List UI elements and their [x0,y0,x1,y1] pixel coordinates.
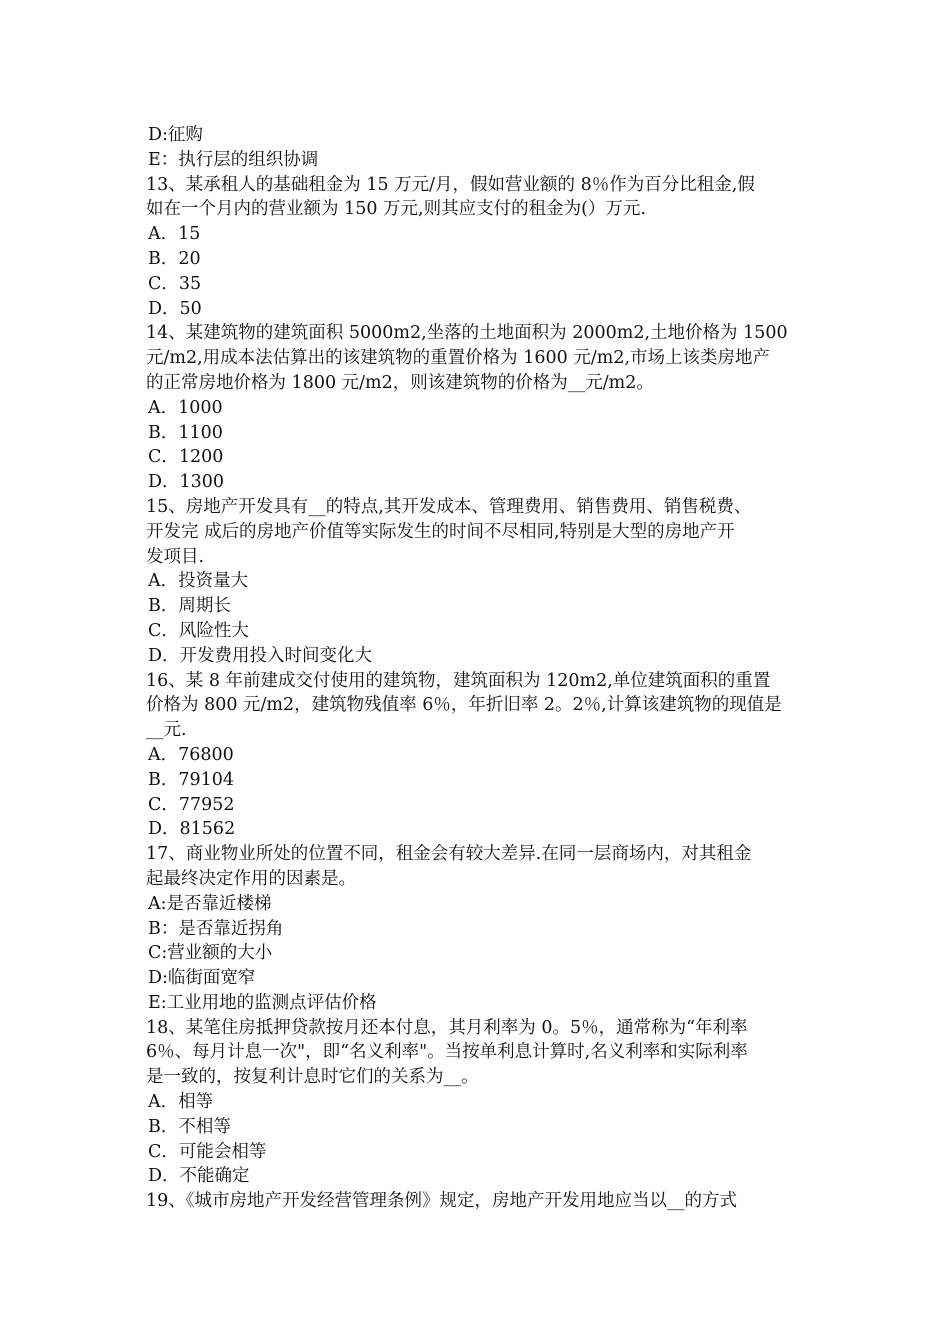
question-text-line: 如在一个月内的营业额为 150 万元,则其应支付的租金为(）万元. [146,199,646,220]
document-page [146,123,810,1214]
answer-option-line: D:征购 [148,125,203,145]
answer-option-line: B．1100 [148,422,223,443]
question-text-line: 价格为 800 元/m2，建筑物残值率 6％，年折旧率 2。2％,计算该建筑物的现值是 [146,695,782,716]
answer-option-line: A．1000 [148,397,223,418]
answer-option-line: B．不相等 [148,1116,231,1137]
answer-option-line: A．76800 [148,744,234,765]
question-text-line: 19、《城市房地产开发经营管理条例》规定，房地产开发用地应当以__的方式 [146,1191,738,1212]
answer-option-line: D:临街面宽窄 [148,968,256,989]
answer-option-line: E：执行层的组织协调 [148,149,319,170]
question-text-line: 元/m2,用成本法估算出的该建筑物的重置价格为 1600 元/m2,市场上该类房地产 [146,348,771,369]
question-text-line: __元. [146,720,187,741]
answer-option-line: B．79104 [148,769,235,790]
answer-option-line: C．35 [148,273,202,294]
answer-option-line: C:营业额的大小 [148,943,273,964]
answer-option-line: A．15 [148,224,201,245]
question-text-line: 开发完 成后的房地产价值等实际发生的时间不尽相同,特别是大型的房地产开 [146,521,735,542]
answer-option-line: D．81562 [148,819,236,840]
question-text-line: 18、某笔住房抵押贷款按月还本付息，其月利率为 0。5％，通常称为“年利率 [146,1017,748,1038]
question-text-line: 6％、每月计息一次"，即“名义利率"。当按单利息计算时,名义利率和实际利率 [146,1042,748,1063]
answer-option-line: B．周期长 [148,596,231,617]
answer-option-line: C．77952 [148,794,235,815]
answer-option-line: A．投资量大 [148,571,249,592]
answer-option-line: A:是否靠近楼梯 [148,893,272,914]
answer-option-line: B：是否靠近拐角 [148,918,284,939]
question-text-line: 14、某建筑物的建筑面积 5000m2,坐落的土地面积为 2000m2,土地价格为 1500 [146,323,788,344]
answer-option-line: C．风险性大 [148,620,249,641]
question-text-line: 17、商业物业所处的位置不同，租金会有较大差异.在同一层商场内，对其租金 [146,844,752,865]
question-text-line: 起最终决定作用的因素是。 [146,868,356,889]
answer-option-line: D．1300 [148,472,225,493]
answer-option-line: D．开发费用投入时间变化大 [148,645,373,666]
question-text-line: 的正常房地价格为 1800 元/m2，则该建筑物的价格为__元/m2。 [146,372,654,393]
answer-option-line: D．50 [148,298,202,319]
answer-option-line: E:工业用地的监测点评估价格 [148,992,377,1013]
question-text-line: 16、某 8 年前建成交付使用的建筑物，建筑面积为 120m2,单位建筑面积的重置 [146,670,771,691]
answer-option-line: C．可能会相等 [148,1141,267,1162]
question-text-line: 发项目. [146,546,205,567]
answer-option-line: A．相等 [148,1092,214,1113]
answer-option-line: B．20 [148,248,201,269]
question-text-line: 13、某承租人的基础租金为 15 万元/月，假如营业额的 8％作为百分比租金,假 [146,174,755,195]
answer-option-line: D．不能确定 [148,1166,250,1187]
question-text-line: 15、房地产开发具有__的特点,其开发成本、管理费用、销售费用、销售税费、 [146,496,752,517]
answer-option-line: C．1200 [148,447,224,468]
question-text-line: 是一致的，按复利计息时它们的关系为__。 [146,1067,479,1088]
